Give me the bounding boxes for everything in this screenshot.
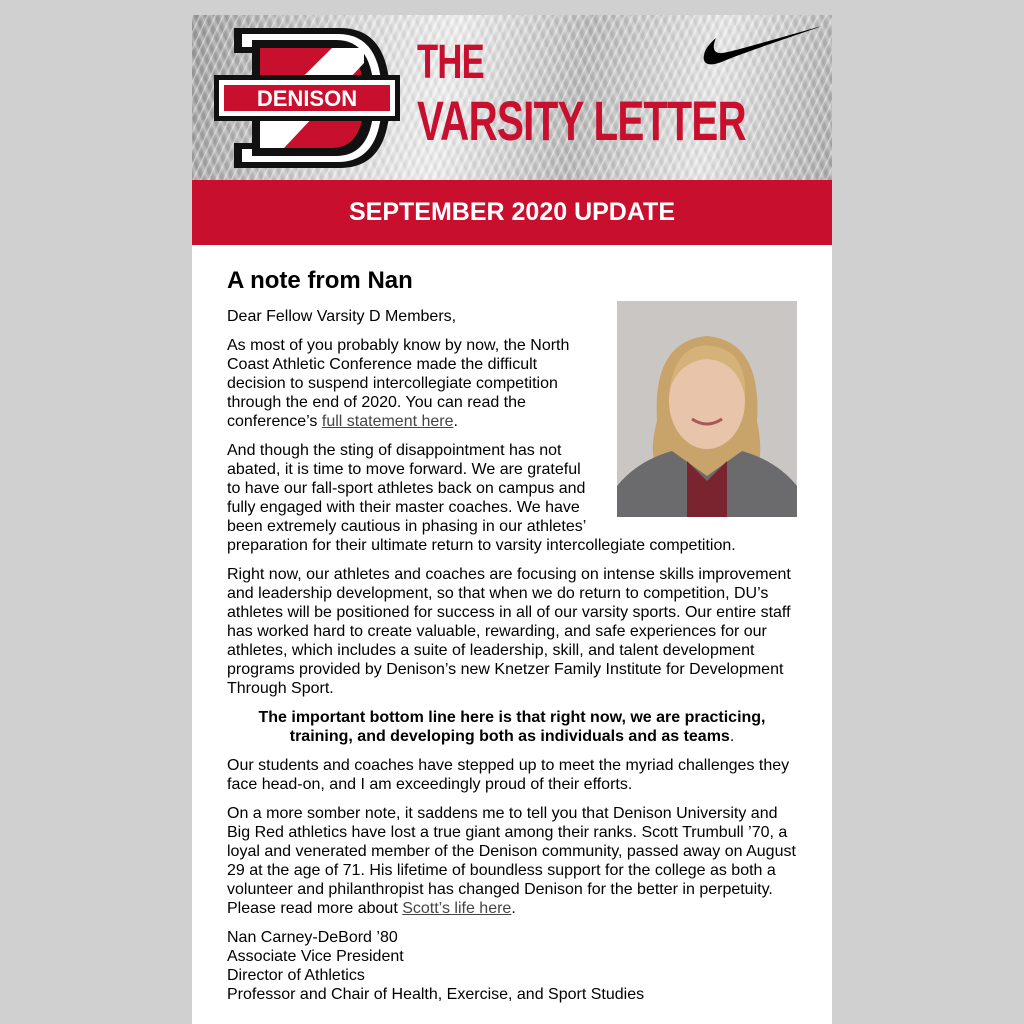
author-photo <box>617 301 797 517</box>
newsletter-title-line1: THE <box>417 36 484 89</box>
bottom-line-end: . <box>729 728 735 745</box>
full-statement-link[interactable]: full statement here <box>321 413 454 430</box>
scotts-life-link[interactable]: Scott’s life here <box>402 900 512 917</box>
header-banner <box>192 15 832 180</box>
paragraph-5-text: On a more somber note, it saddens me to tell you that Denison University and Big Red athletics have lost a true giant among their ranks. Scott Trumbull ’70, a loyal and venerated member of the Denison community, passed away on August 29 at the age of 71. His lifetime of boundless support for the college as both a volunteer and philanthropist has changed Denison for the better in perpetuity. Please read more about <box>227 805 796 917</box>
signature-name: Nan Carney-DeBord ’80 <box>227 929 398 946</box>
signature-block <box>227 928 797 1004</box>
paragraph-5-end: . <box>511 900 516 917</box>
signature-title-1: Associate Vice President <box>227 948 404 965</box>
newsletter-title-line2: VARSITY LETTER <box>417 89 746 152</box>
paragraph-1-end: . <box>453 413 458 430</box>
article-body <box>192 245 832 1004</box>
author-portrait-image <box>617 301 797 517</box>
greeting: Dear Fellow Varsity D Members, <box>227 308 457 325</box>
newsletter-email <box>192 15 832 1024</box>
nike-swoosh-icon <box>702 23 824 71</box>
bottom-line-statement <box>227 708 797 746</box>
update-banner: SEPTEMBER 2020 UPDATE <box>192 180 832 245</box>
signature-title-2: Director of Athletics <box>227 967 365 984</box>
signature-title-3: Professor and Chair of Health, Exercise, and Sport Studies <box>227 986 645 1003</box>
paragraph-5 <box>227 804 797 918</box>
paragraph-1-text: As most of you probably know by now, the North Coast Athletic Conference made the difficult decision to suspend intercollegiate competition through the end of 2020. You can read the conference’s <box>227 337 570 430</box>
paragraph-4: Our students and coaches have stepped up to meet the myriad challenges they face head-on, and I am exceedingly proud of their efforts. <box>227 757 790 793</box>
paragraph-2: And though the sting of disappointment has not abated, it is time to move forward. We are grateful to have our fall-sport athletes back on campus and fully engaged with their master coaches. We have been extremely cautious in phasing in our athletes’ preparation for their ultimate return to varsity intercollegiate competition. <box>227 442 736 554</box>
article-heading: A note from Nan <box>227 267 413 294</box>
logo-wordmark: DENISON <box>256 86 358 111</box>
bottom-line-text: The important bottom line here is that right now, we are practicing, training, and developing both as individuals and as teams <box>258 709 766 745</box>
paragraph-3: Right now, our athletes and coaches are focusing on intense skills improvement and leadership development, so that when we do return to competition, DU’s athletes will be positioned for success in all of our varsity sports. Our entire staff has worked hard to create valuable, rewarding, and safe experiences for our athletes, which includes a suite of leadership, skill, and talent development programs provided by Denison’s new Knetzer Family Institute for Development Through Sport. <box>227 566 791 697</box>
